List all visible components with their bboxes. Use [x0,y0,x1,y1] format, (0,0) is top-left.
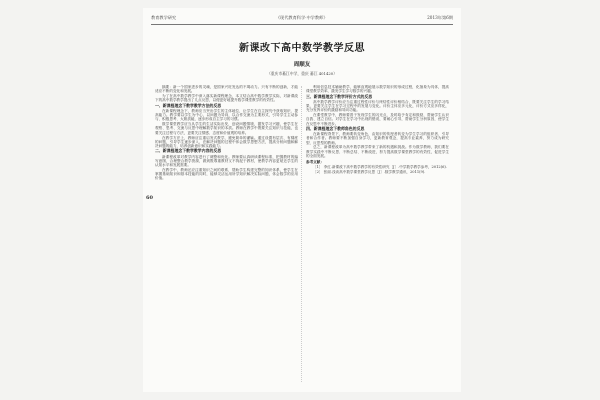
body-paragraph: ［1］ 李红.新课改下高中数学教学的有效性研究［J］.中学数学教学参考，2012(6). [313,165,447,169]
body-paragraph: 在新课程背景下，教师要转变角色，由知识的传授者转变为学生学习的组织者、引导者和合作者。教师要不断加强自身学习，更新教育观念，提高专业素养，努力成为研究型、反思型的教师。 [306,132,449,145]
body-paragraph: 数学课堂教学应当从学生的生活实际出发，创设问题情境，激发学习兴趣，使学生在观察、思考、交流与反思中理解数学知识的本质。教师在教学中既要关注知识与技能，也要关注过程与方法，更要关注情感、态度和价值观的培养。 [155,122,298,135]
section-heading: 一、新课程理念下数学教学方法的反思 [155,102,222,108]
author-affiliation: （重庆市綦江中学，重庆 綦江 401420） [266,71,338,76]
body-paragraph: 总之，新课程改革为高中数学教学带来了新的机遇和挑战。作为数学教师，我们要在教学实践中不断反思、不断总结、不断改进，努力提高数学课堂教学的有效性，促进学生的全面发展。 [306,145,449,158]
body-paragraph: 在新课程理念下，教师应当突出学生的主体地位，让学生在自主探究中获取知识、提高能力。教学要以学生为中心，以问题为导向，以合作交流为主要形式，引导学生主动参与、积极思考、大胆质疑，逐步形成自主学习的习惯。 [155,108,298,122]
header-section: 教育教学研究 [151,15,177,20]
body-paragraph: 高中数学教学评价应当注重过程性评价与终结性评价相结合，既要关注学生的学习结果，更要关注学生在学习过程中的发展与变化。评价主体应多元化，评价方式应多样化，充分发挥评价的激励和导向功能。 [306,99,449,113]
section-heading: 四、新课程理念下教师角色的反思 [306,126,365,132]
body-paragraph: 为了在高中数学教学中深入落实新课程理念，本文结合高中数学教学实际，对新课改下的高中数学教学提出了几点反思，以便更好地提升数学课堂教学的有效性。 [155,94,298,103]
references-heading: 参考文献： [306,160,324,165]
body-paragraph: ［2］ 张丽.浅谈高中数学课堂教学反思［J］.数学教学通讯，2011(9). [313,169,426,174]
left-column [155,85,298,383]
running-header [151,12,453,25]
section-heading: 二、新课程理念下数学教学内容的反思 [155,148,222,154]
article-author: 周顺友 [293,62,311,68]
page-number: 60 [146,195,153,201]
body-paragraph: 利用信息技术辅助教学，能够直观地展示数学知识的形成过程，化抽象为具体，提高课堂教学效率，激发学生学习数学的兴趣。 [306,85,449,94]
header-journal: 《现代教育科学·中学教师》 [275,15,328,20]
header-issue: 2013年第6期 [427,15,453,20]
body-paragraph: 新课程改革对教学内容进行了调整和优化。教师要认真研读课程标准，把握教材的编写意图，合理整合教学资源，做到既尊重教材又不拘泥于教材，使教学内容更贴近学生的认知水平和发展需要。 [155,154,298,167]
body-paragraph: 在教学中，教师还应注重知识之间的联系，帮助学生构建完整的知识体系，使学生在掌握基础知识和基本技能的同时，能够灵活运用所学知识解决实际问题，体会数学的应用价值。 [155,167,298,181]
column-gutter [301,86,302,382]
section-heading: 三、新课程理念下数学评价方式的反思 [306,93,373,99]
right-column [306,85,449,383]
body-paragraph: 在教学方法上，教师应注重启发式教学，避免简单的灌输。通过设置有层次、有梯度的问题，引导学生逐步深入，在解决问题的过程中体会数学思想方法，提高分析问题和解决问题的能力，培养创新意识和实践能力。 [155,135,298,149]
journal-page [143,8,461,392]
body-paragraph: 在课堂教学中，教师要善于发现学生的闪光点，及时给予肯定和鼓励，帮助学生认识自我、建立自信。对学生在学习中出现的错误，要耐心引导，帮助学生分析原因，使学生在反思中不断进步。 [306,113,449,126]
body-paragraph: 摘要：新一个国家进步的灵魂，是国家兴旺发达的不竭动力。只有不断的创新，才能适应不断的变化和发展。 [155,85,298,94]
article-title: 新课改下高中数学教学反思 [239,43,365,54]
